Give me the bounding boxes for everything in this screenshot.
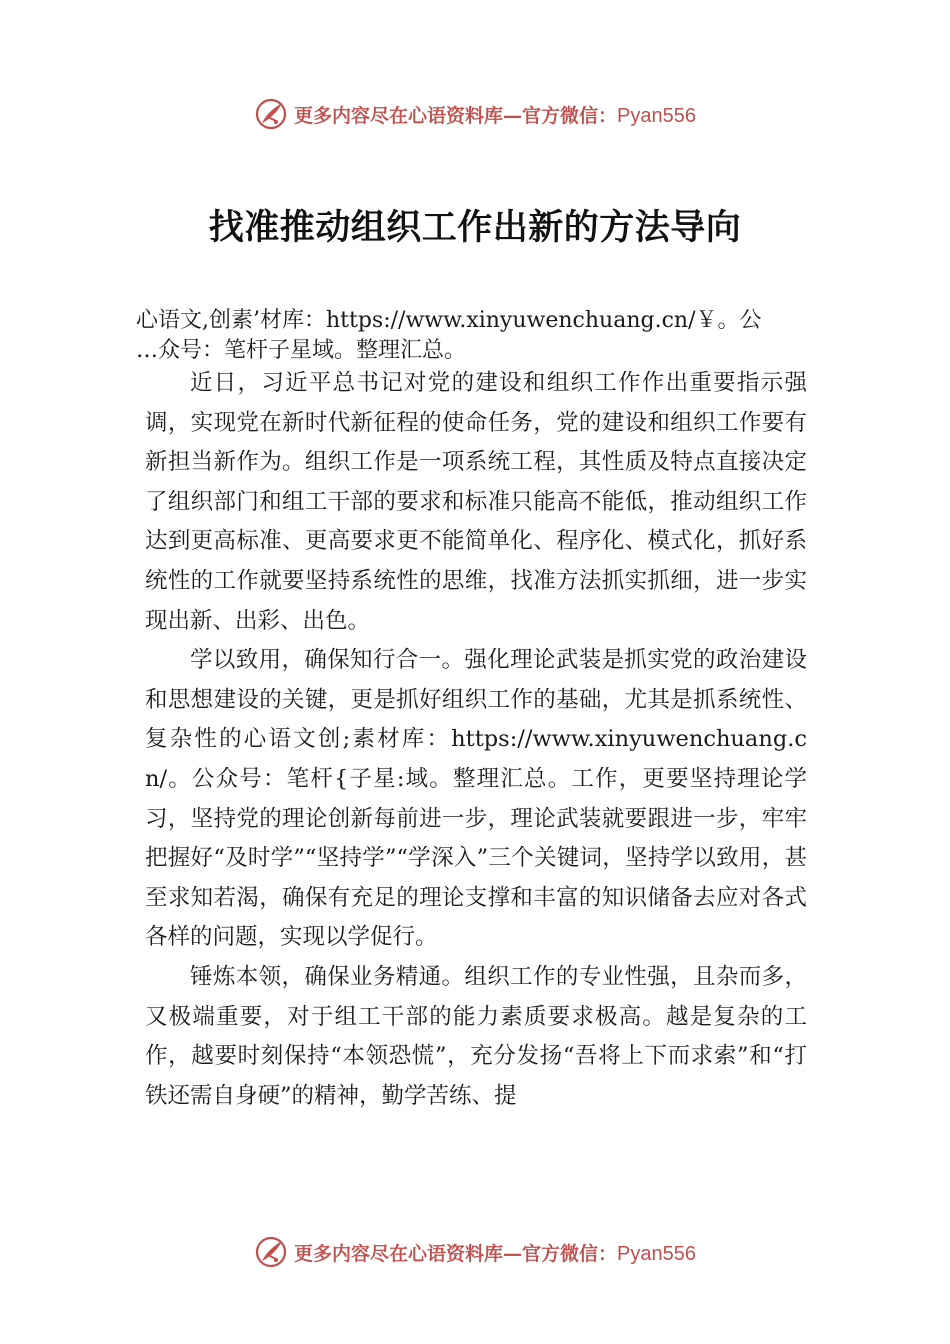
source-line: …众号：笔杆子星域。整理汇总。 (136, 338, 467, 363)
banner-text-cn: 更多内容尽在心语资料库—官方微信： (294, 1242, 618, 1265)
banner-wechat-id: Pyan556 (617, 1242, 696, 1265)
banner-text (294, 101, 696, 128)
paragraph: 锤炼本领，确保业务精通。组织工作的专业性强，且杂而多，又极端重要，对于组工干部的能力素质要求极高。越是复杂的工作，越要时刻保持“本领恐慌”，充分发扬“吾将上下而求索”和“打铁还需自身硬”的精神，勤学苦练、提 (145, 963, 807, 1109)
header-banner (0, 94, 950, 134)
article-body (145, 364, 807, 1116)
banner-text-cn: 更多内容尽在心语资料库—官方微信： (294, 104, 618, 127)
quill-pen-logo-icon (254, 97, 288, 131)
page-title: 找准推动组织工作出新的方法导向 (208, 207, 742, 248)
banner-text (294, 1239, 696, 1266)
source-note (136, 306, 836, 366)
footer-banner (0, 1232, 950, 1272)
quill-pen-logo-icon (254, 1235, 288, 1269)
banner-wechat-id: Pyan556 (617, 104, 696, 127)
source-line: 心语文,创素’材库：https://www.xinyuwenchuang.cn/￥。公 (136, 308, 762, 333)
paragraph: 近日，习近平总书记对党的建设和组织工作作出重要指示强调，实现党在新时代新征程的使命任务，党的建设和组织工作要有新担当新作为。组织工作是一项系统工程，其性质及特点直接决定了组织部门和组工干部的要求和标准只能高不能低，推动组织工作达到更高标准、更高要求更不能简单化、程序化、模式化，抓好系统性的工作就要坚持系统性的思维，找准方法抓实抓细，进一步实现出新、出彩、出色。 (145, 370, 807, 634)
paragraph: 学以致用，确保知行合一。强化理论武装是抓实党的政治建设和思想建设的关键，更是抓好组织工作的基础，尤其是抓系统性、复杂性的心语文创;素材库：https://www.xinyuwenchuang.cn/。公众号：笔杆{子星:域。整理汇总。工作，更要坚持理论学习，坚持党的理论创新每前进一步，理论武装就要跟进一步，牢牢把握好“及时学”“坚持学”“学深入”三个关键词，坚持学以致用，甚至求知若渴，确保有充足的理论支撑和丰富的知识储备去应对各式各样的问题，实现以学促行。 (145, 647, 807, 951)
